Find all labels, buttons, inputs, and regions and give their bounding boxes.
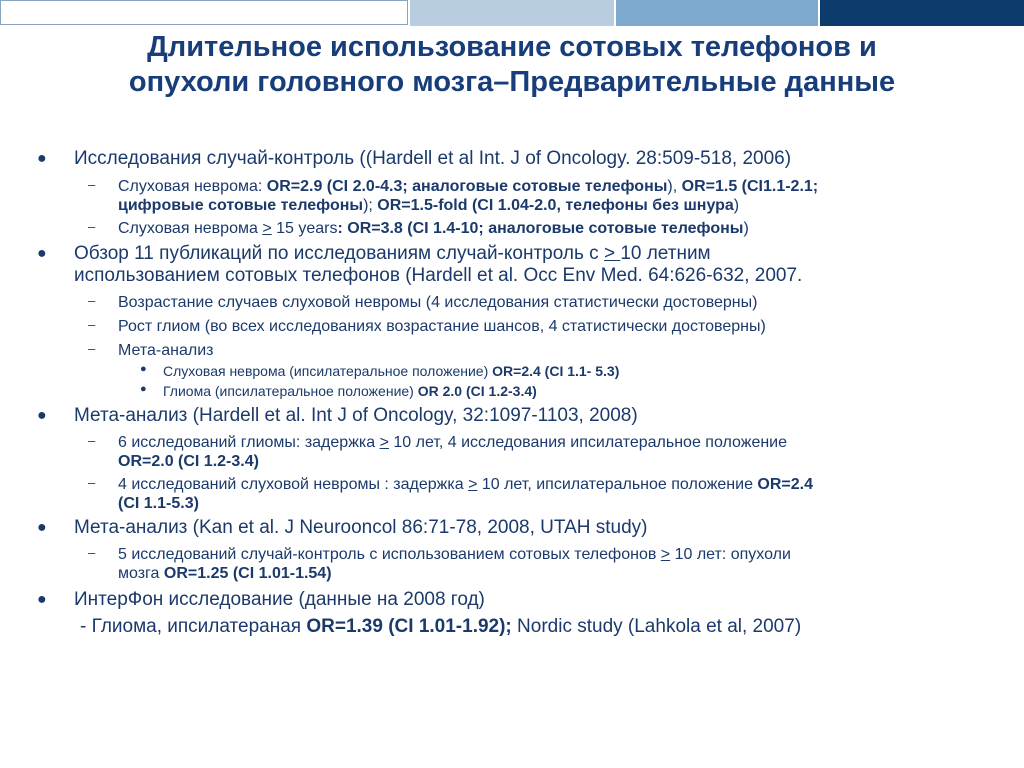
bullet-dot-icon: ● xyxy=(140,363,147,375)
text-run: 10 летним xyxy=(620,243,711,264)
dash-icon: – xyxy=(88,177,96,192)
text-run-bold: (CI 1.1-5.3) xyxy=(118,495,199,512)
text-run-bold: OR=1.5 (CI1.1-2.1; xyxy=(681,178,819,195)
text-run: ); xyxy=(363,197,378,214)
text-run-bold: OR=1.5-fold (CI 1.04-2.0, телефоны без шнура xyxy=(377,197,734,214)
text-run: использованием сотовых телефонов (Hardell et al. Occ Env Med. 64:626-632, 2007. xyxy=(74,265,803,286)
sub-bullet-text xyxy=(118,545,998,583)
dash-icon: – xyxy=(88,317,96,332)
text-run-bold: OR 2.0 (CI 1.2-3.4) xyxy=(417,383,537,399)
slide-title-line-2: опухоли головного мозга–Предварительные данные xyxy=(128,66,896,98)
text-run-bold: OR=1.25 (CI 1.01-1.54) xyxy=(163,565,332,582)
bullet-dot-icon: ● xyxy=(37,407,47,424)
dash-icon: – xyxy=(88,293,96,308)
text-run: ) xyxy=(733,197,740,214)
bullet-text: Исследования случай-контроль ((Hardell et al Int. J of Oncology. 28:509-518, 2006) xyxy=(74,148,792,169)
text-run-bold: OR=2.0 (CI 1.2-3.4) xyxy=(118,453,259,470)
bullet-dot-icon: ● xyxy=(140,383,147,395)
text-run-bold: цифровые сотовые телефоны xyxy=(118,197,364,214)
text-run-underlined: > xyxy=(468,476,478,493)
text-run: Слуховая неврома: xyxy=(118,178,267,195)
sub-bullet-text xyxy=(118,219,998,238)
text-run: 4 исследований слуховой невромы : задержка xyxy=(118,476,469,493)
text-run: Обзор 11 публикаций по исследованиям случай-контроль с xyxy=(74,243,604,264)
text-run: ), xyxy=(667,178,682,195)
text-run: 6 исследований глиомы: задержка xyxy=(118,434,380,451)
slide-title xyxy=(20,30,1004,100)
plain-line-text xyxy=(80,616,1000,638)
bullet-text xyxy=(74,243,994,287)
text-run-bold: OR=2.9 (CI 2.0-4.3; аналоговые сотовые телефоны xyxy=(266,178,668,195)
dash-icon: – xyxy=(88,341,96,356)
sub-sub-bullet-text xyxy=(163,383,1003,400)
slide-title-line-1: Длительное использование сотовых телефонов и xyxy=(147,31,877,63)
text-run: Nordic study (Lahkola et al, 2007) xyxy=(511,616,802,637)
sub-sub-bullet-text xyxy=(163,363,1003,380)
bullet-dot-icon: ● xyxy=(37,591,47,608)
sub-bullet-text xyxy=(118,433,998,471)
text-run: Слуховая неврома (ипсилатеральное положение) xyxy=(163,363,493,379)
text-run: 10 лет, ипсилатеральное положение xyxy=(477,476,758,493)
text-run: 10 лет: опухоли xyxy=(670,546,791,563)
sub-bullet-text xyxy=(118,177,998,215)
dash-icon: – xyxy=(88,545,96,560)
text-run-underlined: > xyxy=(379,434,389,451)
top-bar-segment-dark-blue xyxy=(820,0,1024,26)
top-bar-segment-pale-blue xyxy=(410,0,614,26)
text-run: Глиома (ипсилатеральное положение) xyxy=(163,383,418,399)
top-bar-segment-mid-blue xyxy=(616,0,818,26)
sub-bullet-text: Рост глиом (во всех исследованиях возрастание шансов, 4 статистически достоверны) xyxy=(118,318,766,335)
top-decorative-bar xyxy=(0,0,1024,26)
text-run: - Глиома, ипсилатераная xyxy=(80,616,307,637)
bullet-dot-icon: ● xyxy=(37,245,47,262)
bullet-text: Мета-анализ (Hardell et al. Int J of Oncology, 32:1097-1103, 2008) xyxy=(74,405,638,426)
bullet-dot-icon: ● xyxy=(37,150,47,167)
dash-icon: – xyxy=(88,219,96,234)
bullet-text: Мета-анализ (Kan et al. J Neurooncol 86:71-78, 2008, UTAH study) xyxy=(74,517,648,538)
text-run: 5 исследований случай-контроль с использованием сотовых телефонов xyxy=(118,546,661,563)
top-bar-segment-white xyxy=(0,0,408,25)
text-run: 10 лет, 4 исследования ипсилатеральное положение xyxy=(388,434,788,451)
text-run: 15 years xyxy=(271,220,338,237)
text-run: мозга xyxy=(118,565,164,582)
bullet-dot-icon: ● xyxy=(37,519,47,536)
text-run-bold: OR=2.4 (CI 1.1- 5.3) xyxy=(492,363,620,379)
text-run-bold: : OR=3.8 (CI 1.4-10; аналоговые сотовые телефоны xyxy=(337,220,744,237)
text-run: Слуховая неврома xyxy=(118,220,263,237)
dash-icon: – xyxy=(88,475,96,490)
sub-bullet-text: Возрастание случаев слуховой невромы (4 исследования статистически достоверны) xyxy=(118,294,758,311)
bullet-text: ИнтерФон исследование (данные на 2008 год) xyxy=(74,589,485,610)
text-run-bold: OR=1.39 (CI 1.01-1.92); xyxy=(306,616,512,637)
text-run: ) xyxy=(743,220,749,237)
text-run-underlined: > xyxy=(603,243,621,264)
sub-bullet-text: Мета-анализ xyxy=(118,342,214,359)
text-run-underlined: > xyxy=(262,220,272,237)
dash-icon: – xyxy=(88,433,96,448)
text-run-bold: OR=2.4 xyxy=(757,476,814,493)
sub-bullet-text xyxy=(118,475,998,513)
text-run-underlined: > xyxy=(660,546,671,563)
